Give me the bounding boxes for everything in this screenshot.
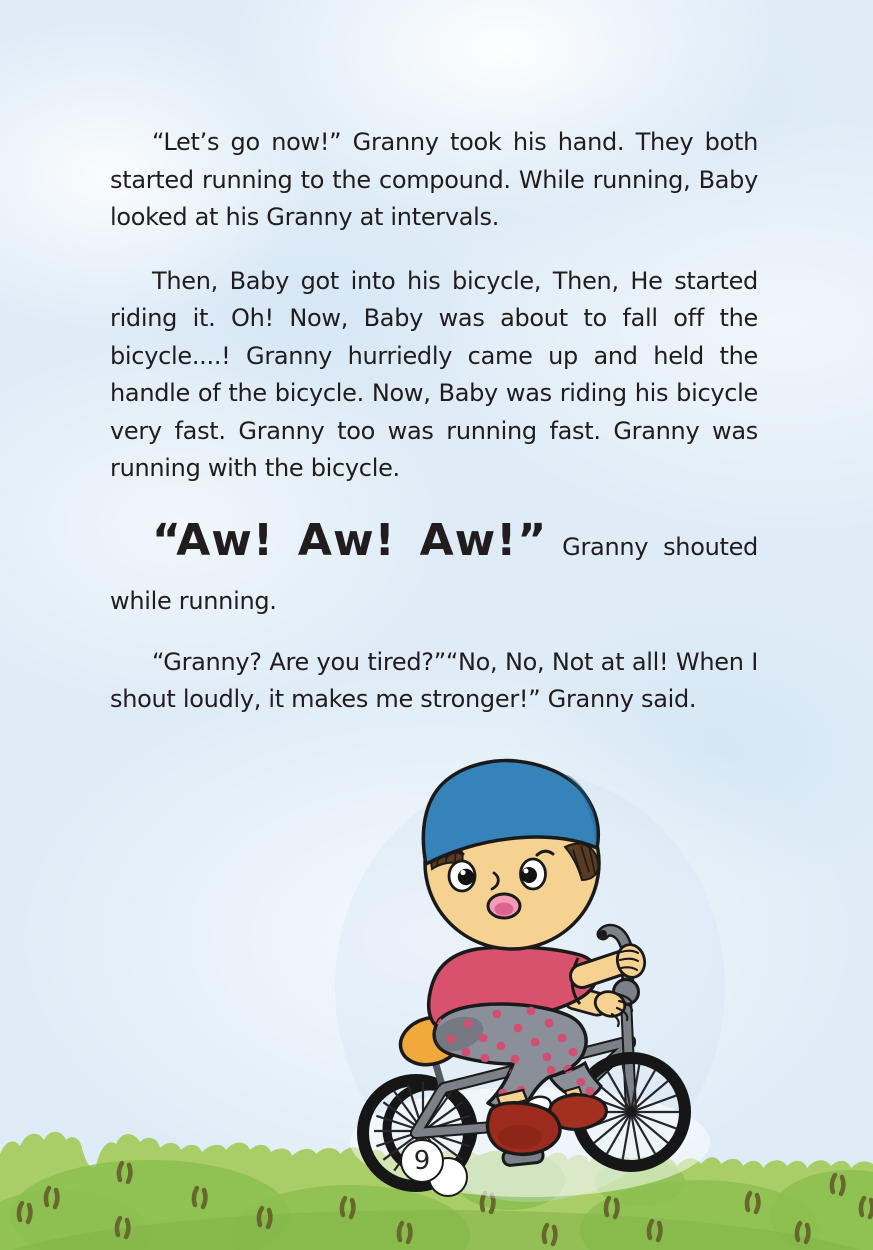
story-text [110, 124, 758, 745]
shout-rest: Granny shouted while running. [110, 532, 758, 615]
paragraph-3 [110, 514, 758, 628]
paragraph-1: “Let’s go now!” Granny took his hand. They both started running to the compound. While running, Baby looked at his Granny at intervals. [110, 128, 758, 231]
shout-text: “Aw! Aw! Aw!” [152, 514, 548, 566]
boy-on-bicycle-illustration [325, 752, 735, 1202]
paragraph-2: Then, Baby got into his bicycle, Then, He started riding it. Oh! Now, Baby was about to fall off the bicycle....! Granny hurriedly came up and held the handle of the bicycle. Now, Baby was riding his bicycle very fast. Granny too was running fast. Granny was running with the bicycle. [110, 266, 758, 482]
head [423, 761, 599, 949]
page-number: 9 [413, 1146, 431, 1176]
paragraph-4: “Granny? Are you tired?”“No, No, Not at all! When I shout loudly, it makes me stronger!” Granny said. [110, 647, 758, 713]
page-number-badge [400, 1139, 444, 1183]
